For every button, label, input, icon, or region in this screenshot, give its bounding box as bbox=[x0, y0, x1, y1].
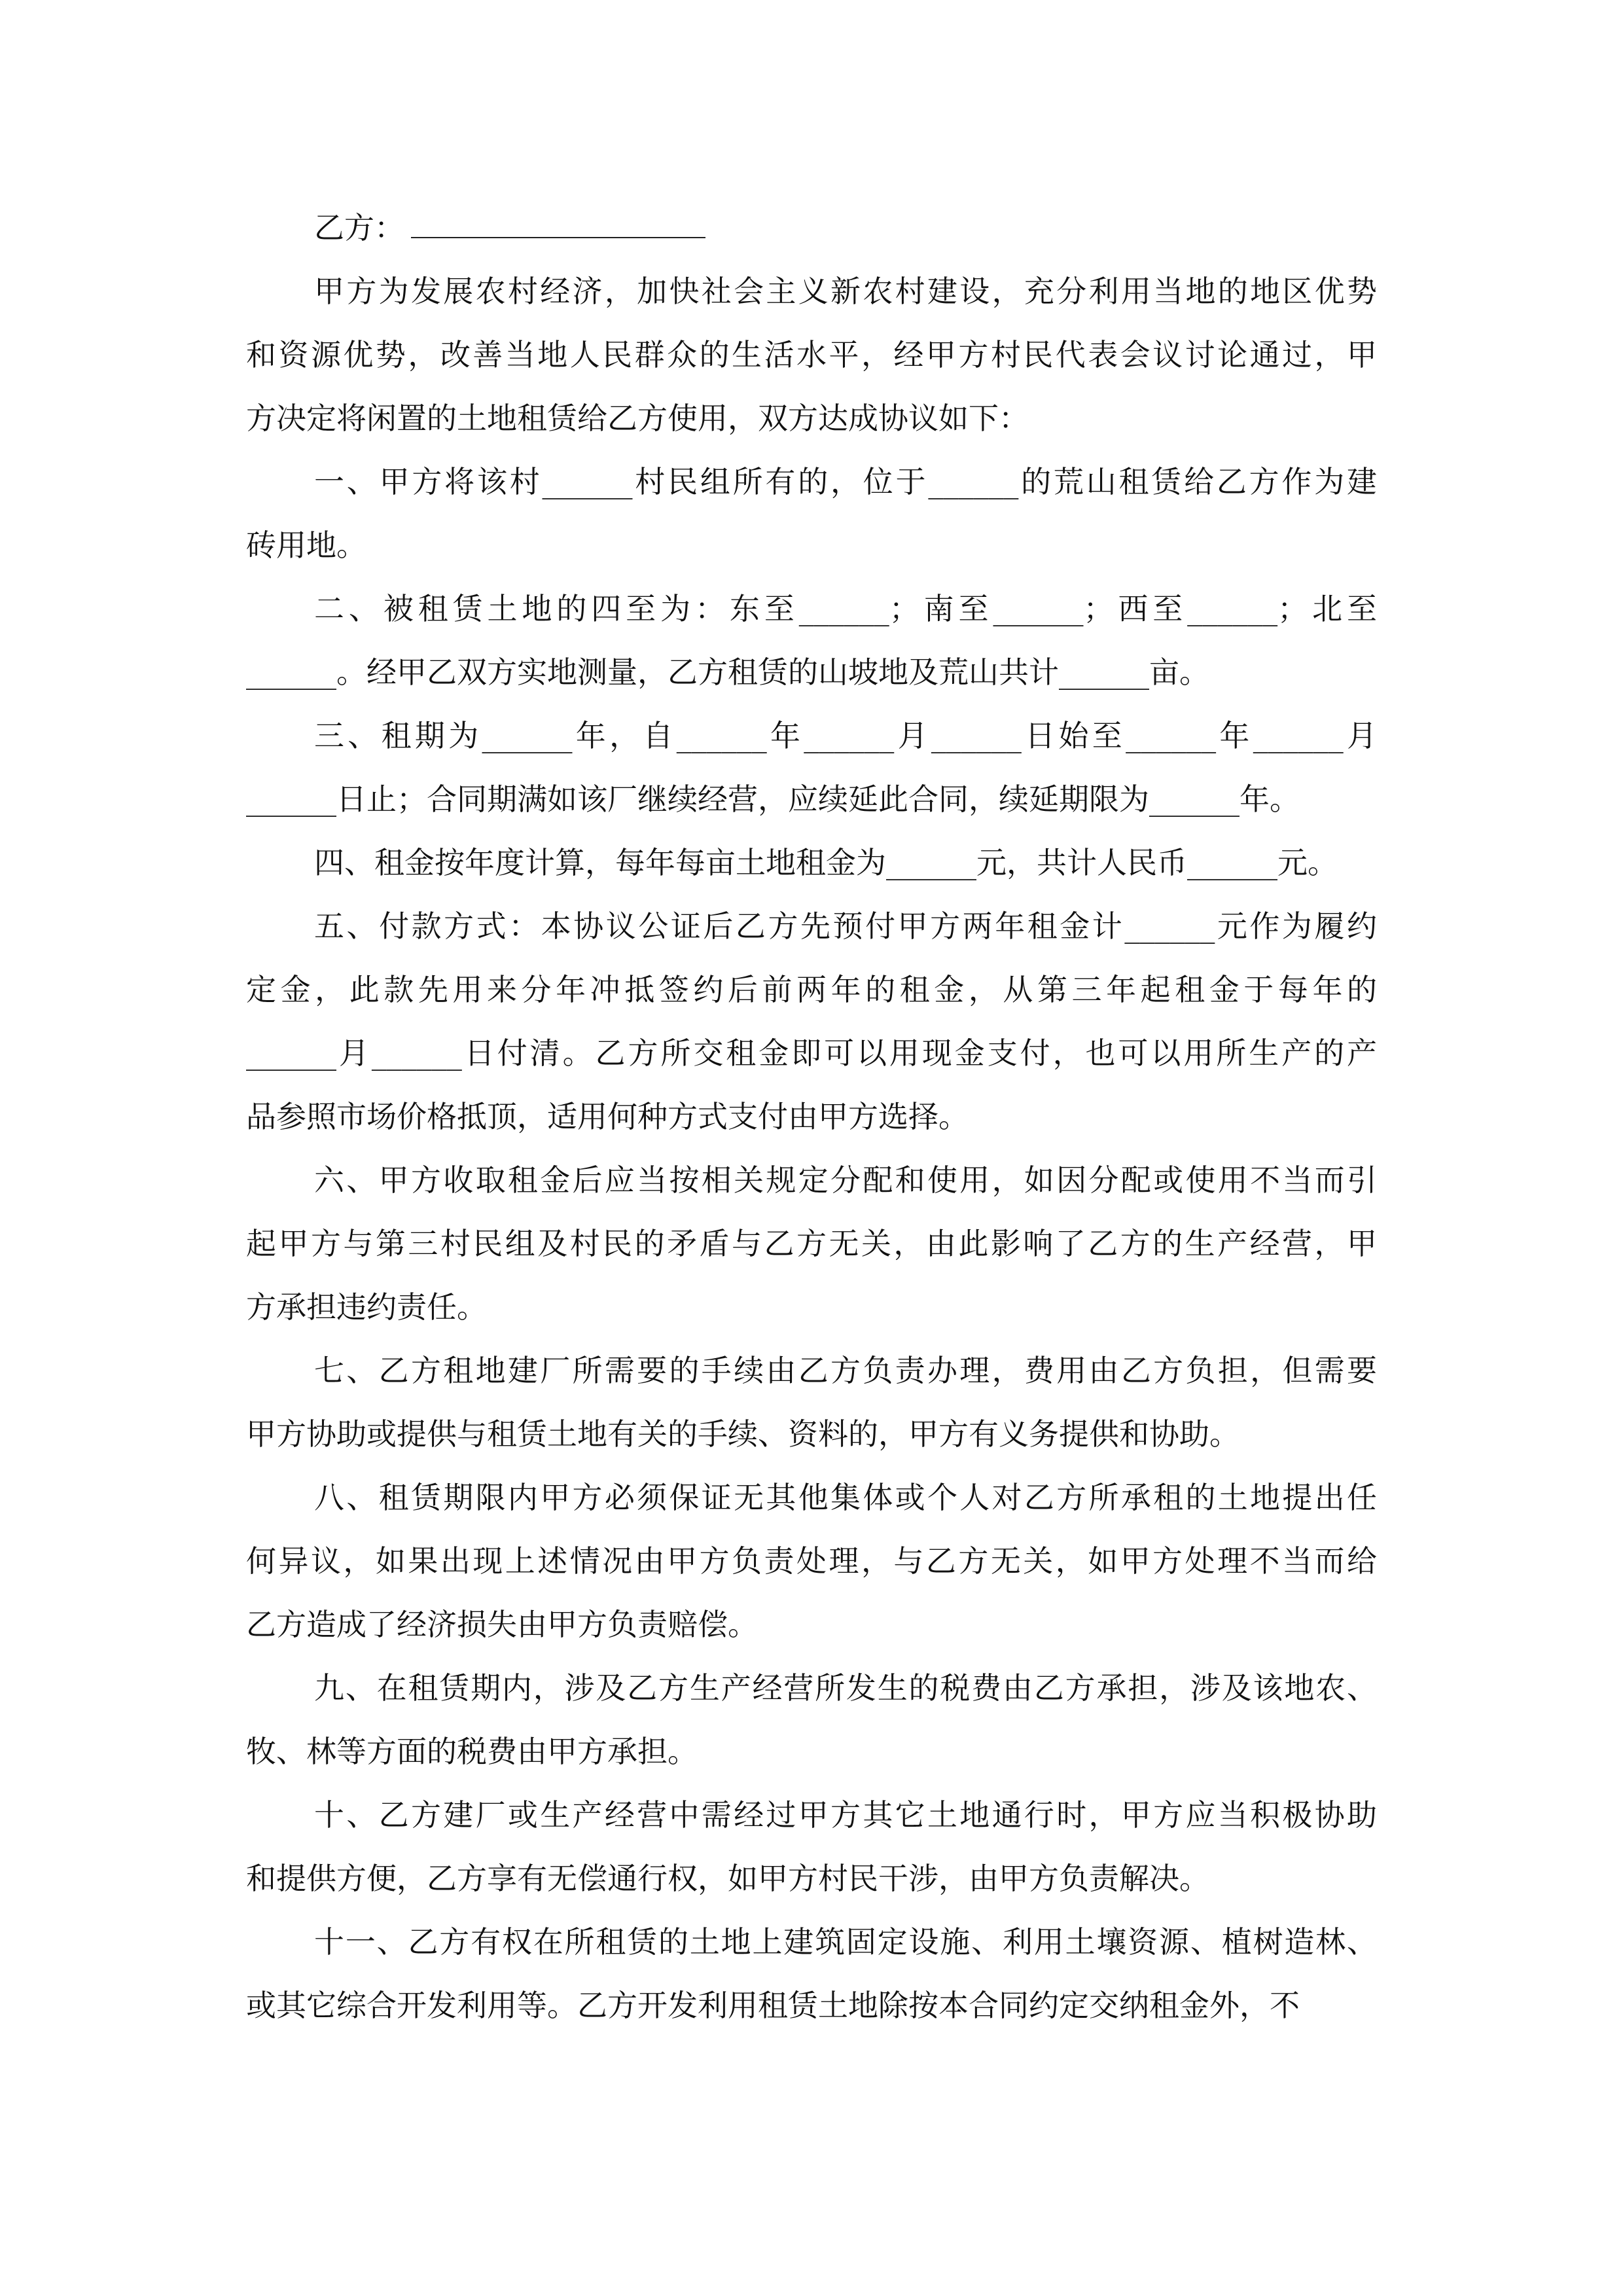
paragraph-clause-4 bbox=[246, 831, 1377, 895]
contract-paragraphs bbox=[246, 260, 1377, 2037]
paragraph-line: 砖用地。 bbox=[246, 528, 366, 563]
paragraph-line: 九、在租赁期内，涉及乙方生产经营所发生的税费由乙方承担，涉及该地农、 bbox=[314, 1670, 1377, 1706]
paragraph-line: 四、租金按年度计算，每年每亩土地租金为______元，共计人民币______元。 bbox=[314, 845, 1338, 880]
paragraph-line: 方决定将闲置的土地租赁给乙方使用，双方达成协议如下： bbox=[246, 401, 1029, 436]
paragraph-line: 七、乙方租地建厂所需要的手续由乙方负责办理，费用由乙方负担，但需要 bbox=[314, 1353, 1377, 1388]
paragraph-line: 方承担违约责任。 bbox=[246, 1289, 487, 1325]
party-b-signature-blank bbox=[411, 211, 705, 238]
paragraph-line: 乙方造成了经济损失由甲方负责赔偿。 bbox=[246, 1607, 758, 1642]
paragraph-intro bbox=[246, 260, 1377, 450]
paragraph-clause-11 bbox=[246, 1910, 1377, 2037]
paragraph-line: 二、被租赁土地的四至为：东至______；南至______；西至______；北至 bbox=[314, 591, 1377, 626]
paragraph-clause-1 bbox=[246, 450, 1377, 577]
paragraph-clause-10 bbox=[246, 1784, 1377, 1910]
paragraph-line: 三、租期为______年，自______年______月______日始至______年______月 bbox=[314, 718, 1377, 753]
paragraph-clause-3 bbox=[246, 704, 1377, 831]
paragraph-clause-2 bbox=[246, 577, 1377, 704]
paragraph-clause-8 bbox=[246, 1466, 1377, 1657]
party-b-label: 乙方： bbox=[314, 210, 404, 245]
paragraph-line: 品参照市场价格抵顶，适用何种方式支付由甲方选择。 bbox=[246, 1099, 969, 1134]
paragraph-line: 五、付款方式：本协议公证后乙方先预付甲方两年租金计______元作为履约 bbox=[314, 908, 1377, 944]
paragraph-line: 一、甲方将该村______村民组所有的，位于______的荒山租赁给乙方作为建 bbox=[314, 464, 1377, 499]
paragraph-line: ______。经甲乙双方实地测量，乙方租赁的山坡地及荒山共计______亩。 bbox=[246, 655, 1209, 690]
paragraph-line: 六、甲方收取租金后应当按相关规定分配和使用，如因分配或使用不当而引 bbox=[314, 1162, 1377, 1198]
paragraph-line: 何异议，如果出现上述情况由甲方负责处理，与乙方无关，如甲方处理不当而给 bbox=[246, 1543, 1377, 1579]
paragraph-line: 定金，此款先用来分年冲抵签约后前两年的租金，从第三年起租金于每年的 bbox=[246, 972, 1377, 1007]
paragraph-clause-5 bbox=[246, 895, 1377, 1149]
contract-body bbox=[246, 196, 1377, 2037]
paragraph-clause-9 bbox=[246, 1657, 1377, 1784]
paragraph-line: 牧、林等方面的税费由甲方承担。 bbox=[246, 1734, 698, 1769]
paragraph-line: 甲方为发展农村经济，加快社会主义新农村建设，充分利用当地的地区优势 bbox=[314, 274, 1377, 309]
paragraph-line: 十、乙方建厂或生产经营中需经过甲方其它土地通行时，甲方应当积极协助 bbox=[314, 1797, 1377, 1833]
paragraph-line: 或其它综合开发利用等。乙方开发利用租赁土地除按本合同约定交纳租金外，不 bbox=[246, 1988, 1300, 2023]
paragraph-line: 和提供方便，乙方享有无偿通行权，如甲方村民干涉，由甲方负责解决。 bbox=[246, 1861, 1209, 1896]
paragraph-line: ______月______日付清。乙方所交租金即可以用现金支付，也可以用所生产的产 bbox=[246, 1035, 1377, 1071]
paragraph-line: 和资源优势，改善当地人民群众的生活水平，经甲方村民代表会议讨论通过，甲 bbox=[246, 337, 1377, 372]
party-b-line bbox=[246, 196, 1377, 260]
paragraph-line: ______日止；合同期满如该厂继续经营，应续延此合同，续延期限为______年。 bbox=[246, 781, 1300, 817]
paragraph-line: 起甲方与第三村民组及村民的矛盾与乙方无关，由此影响了乙方的生产经营，甲 bbox=[246, 1226, 1377, 1261]
paragraph-clause-6 bbox=[246, 1149, 1377, 1339]
paragraph-clause-7 bbox=[246, 1339, 1377, 1466]
paragraph-line: 甲方协助或提供与租赁土地有关的手续、资料的，甲方有义务提供和协助。 bbox=[246, 1416, 1240, 1452]
paragraph-line: 八、租赁期限内甲方必须保证无其他集体或个人对乙方所承租的土地提出任 bbox=[314, 1480, 1377, 1515]
paragraph-line: 十一、乙方有权在所租赁的土地上建筑固定设施、利用土壤资源、植树造林、 bbox=[314, 1924, 1377, 1960]
